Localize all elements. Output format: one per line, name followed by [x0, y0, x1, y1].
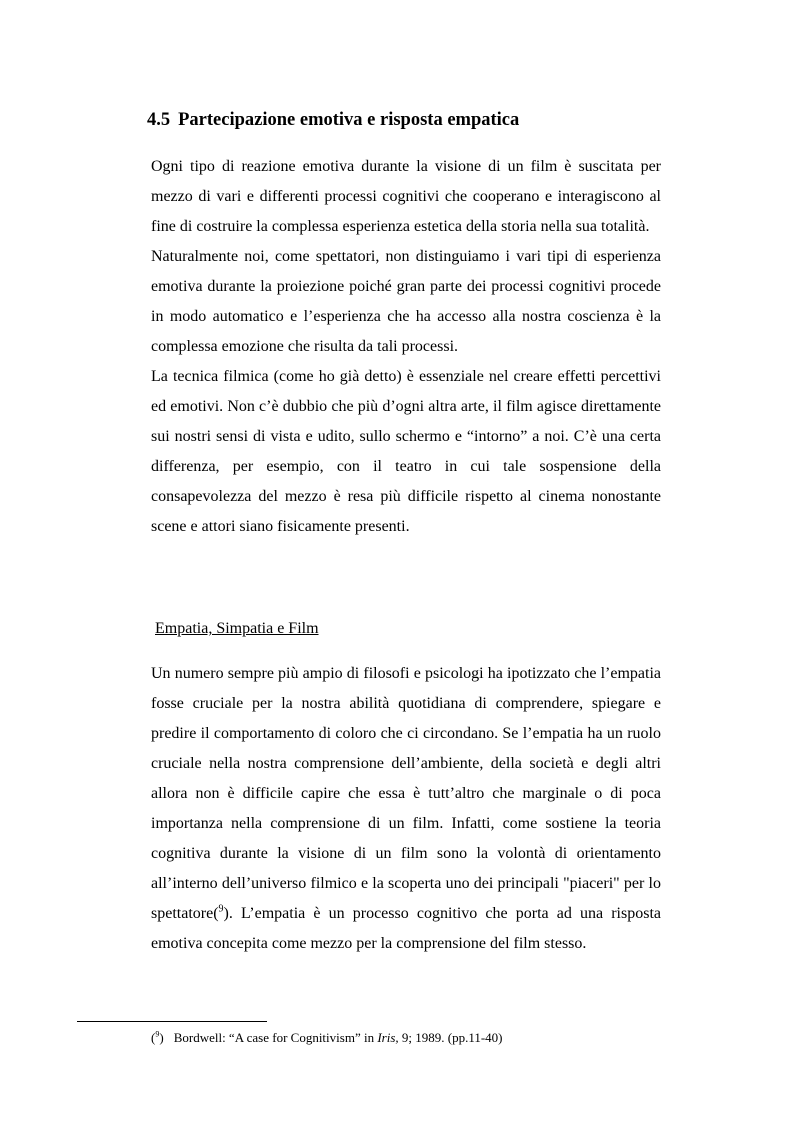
section-title: Partecipazione emotiva e risposta empatica: [178, 110, 520, 130]
footnote-marker: ($^9$): [151, 1029, 164, 1045]
paragraph-text: Un numero sempre più ampio di filosofi e psicologi ha ipotizzato che l’empatia fosse cruciale per la nostra abilità quotidiana di comprendere, spiegare e predire il comportamento di coloro che ci circondano. Se l’empatia ha un ruolo cruciale nella nostra comprensione dell’ambiente, della società e degli altri allora non è difficile capire che essa è tutt’altro che marginale o di poca importanza nella comprensione di un film. Infatti, come sostiene la teoria cognitiva durante la visione di un film sono la volontà di orientamento all’interno dell’universo filmico e la scoperta uno dei principali "piaceri" per lo spettatore: [151, 665, 661, 922]
footnote-reference: ($^9$): [213, 903, 229, 922]
body-paragraph: [151, 659, 661, 959]
body-paragraph: Ogni tipo di reazione emotiva durante la visione di un film è suscitata per mezzo di vari e differenti processi cognitivi che cooperano e interagiscono al fine di costruire la complessa esperienza estetica della storia nella sua totalità.: [151, 158, 661, 235]
body-paragraph: La tecnica filmica (come ho già detto) è essenziale nel creare effetti percettivi ed emotivi. Non c’è dubbio che più d’ogni altra arte, il film agisce direttamente sui nostri sensi di vista e udito, sullo schermo e “intorno” a noi. C’è una certa differenza, per esempio, con il teatro in cui tale sospensione della consapevolezza del mezzo è resa più difficile rispetto al cinema nonostante scene e attori siano fisicamente presenti.: [151, 368, 661, 535]
paragraph-text: . L’empatia è un processo cognitivo che porta ad una risposta emotiva concepita come mezzo per la comprensione del film stesso.: [151, 905, 661, 952]
footnote-marker-number: 9: [155, 1029, 160, 1039]
footnote-divider: [77, 1021, 267, 1022]
footnote-text: Bordwell: “A case for Cognitivism” in: [173, 1030, 378, 1045]
footnote-journal: Iris,: [377, 1030, 399, 1045]
empathy-text-block: [151, 659, 661, 959]
section-heading: [147, 110, 519, 131]
footnote-reference-number: 9: [218, 903, 224, 915]
footnote: [151, 1030, 503, 1046]
subsection-heading: Empatia, Simpatia e Film: [155, 620, 319, 637]
body-paragraph: Naturalmente noi, come spettatori, non distinguiamo i vari tipi di esperienza emotiva durante la proiezione poiché gran parte dei processi cognitivi procede in modo automatico e l’esperienza che ha accesso alla nostra coscienza è la complessa emozione che risulta da tali processi.: [151, 248, 661, 355]
footnote-text-after: 9; 1989. (pp.11-40): [398, 1030, 503, 1045]
section-number: 4.5: [147, 110, 171, 130]
intro-text-block: [151, 152, 661, 542]
